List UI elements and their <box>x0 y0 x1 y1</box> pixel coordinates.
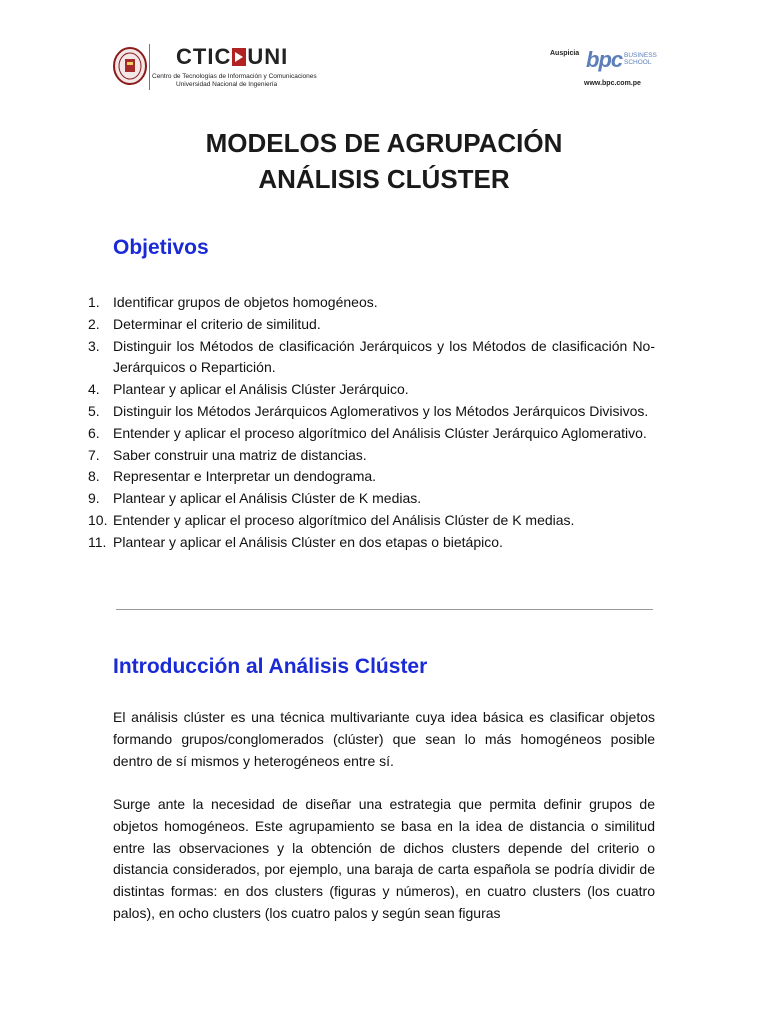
list-text: Distinguir los Métodos de clasificación Jerárquicos y los Métodos de clasificación No-Jerárquicos o Repartición. <box>113 337 655 376</box>
page-header <box>0 0 768 100</box>
list-text: Plantear y aplicar el Análisis Clúster de K medias. <box>113 490 422 507</box>
list-number: 3. <box>88 337 100 354</box>
intro-heading: Introducción al Análisis Clúster <box>113 655 428 678</box>
list-item <box>0 466 768 488</box>
list-text: Entender y aplicar el proceso algorítmico del Análisis Clúster Jerárquico Aglomerativo. <box>113 424 647 441</box>
list-number: 5. <box>88 402 100 419</box>
list-number: 10. <box>88 511 108 528</box>
list-number: 11. <box>88 533 107 550</box>
list-number: 8. <box>88 468 100 485</box>
ctic-uni-logo: CTIC UNI <box>176 44 289 69</box>
intro-paragraph-1: El análisis clúster es una técnica multivariante cuya idea básica es clasificar objetos formando grupos/conglomerados (clúster) que sean lo más homogéneos posible dentro de sí mismos y heterogéneos entre sí. <box>113 709 655 769</box>
objectives-list <box>0 292 768 554</box>
list-item <box>0 510 768 532</box>
list-item <box>0 292 768 314</box>
list-text: Entender y aplicar el proceso algorítmico del Análisis Clúster de K medias. <box>113 511 575 528</box>
list-text: Representar e Interpretar un dendograma. <box>113 468 377 485</box>
list-number: 4. <box>88 381 100 398</box>
list-number: 7. <box>88 446 100 463</box>
list-number: 1. <box>88 294 100 310</box>
bpc-logo: bpc <box>586 47 623 72</box>
bpc-tag-school: SCHOOL <box>624 59 652 66</box>
sponsor-block <box>546 44 658 96</box>
list-text: Saber construir una matriz de distancias. <box>113 446 367 463</box>
sponsor-label: Auspicia <box>550 50 580 57</box>
bpc-url: www.bpc.com.pe <box>584 80 641 87</box>
list-item <box>0 532 768 554</box>
list-item <box>0 401 768 423</box>
list-number: 9. <box>88 490 100 507</box>
uni-flag-icon <box>232 48 246 66</box>
list-text: Plantear y aplicar el Análisis Clúster en dos etapas o bietápico. <box>113 533 503 550</box>
list-item <box>0 379 768 401</box>
document-title-line-1: MODELOS DE AGRUPACIÓN <box>205 128 563 158</box>
list-text: Plantear y aplicar el Análisis Clúster Jerárquico. <box>113 381 409 398</box>
list-item <box>0 314 768 336</box>
list-item <box>0 336 768 380</box>
section-divider <box>116 609 653 610</box>
list-number: 2. <box>88 315 100 332</box>
list-item <box>0 445 768 467</box>
list-item <box>0 423 768 445</box>
list-text: Determinar el criterio de similitud. <box>113 315 321 332</box>
list-item <box>0 488 768 510</box>
university-seal-logo <box>113 46 147 86</box>
ctic-subtitle-2: Universidad Nacional de Ingeniería <box>176 81 278 88</box>
list-number: 6. <box>88 424 100 441</box>
list-text: Distinguir los Métodos Jerárquicos Aglomerativos y los Métodos Jerárquicos Divisivos. <box>113 402 649 419</box>
ctic-subtitle-1: Centro de Tecnologías de Información y Comunicaciones <box>152 73 317 80</box>
objectives-heading: Objetivos <box>113 236 209 259</box>
logo-divider <box>149 44 150 90</box>
bpc-tag-business: BUSINESS <box>624 52 657 59</box>
intro-paragraph-2: Surge ante la necesidad de diseñar una estrategia que permita definir grupos de objetos homogéneos. Este agrupamiento se basa en la idea de distancia o similitud entre las observaciones y la obtención de dichos clusters depende del criterio o distancia considerados, por ejemplo, una baraja de carta española se podría dividir de distintas formas: en dos clusters (figuras y números), en cuatro clusters (los cuatro palos), en ocho clusters (los cuatro palos y según sean figuras <box>113 796 655 921</box>
list-text: Identificar grupos de objetos homogéneos. <box>113 294 378 310</box>
document-title-line-2: ANÁLISIS CLÚSTER <box>258 164 510 194</box>
